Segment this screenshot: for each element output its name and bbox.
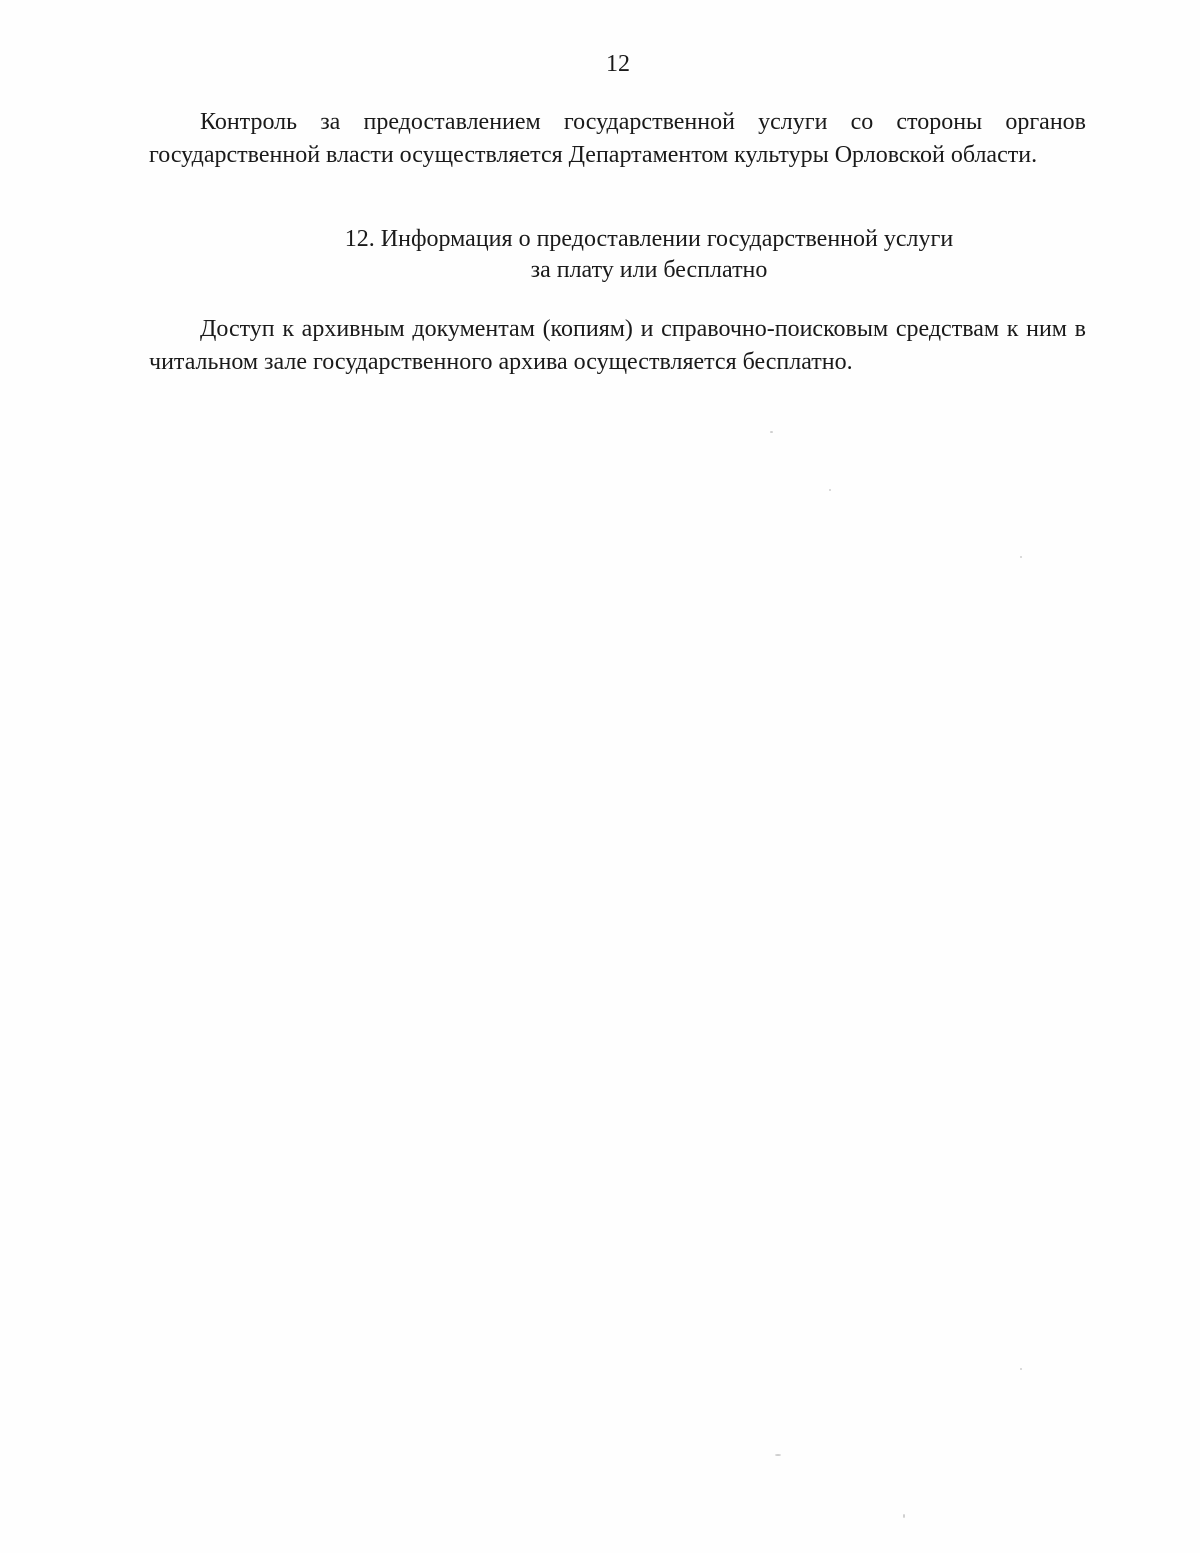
scan-speck — [775, 1454, 781, 1456]
paragraph-access — [149, 313, 1086, 379]
section-heading — [149, 224, 1149, 286]
scan-speck — [903, 1514, 905, 1518]
scan-speck — [1020, 556, 1022, 558]
paragraph-access-text: Доступ к архивным документам (копиям) и справочно-поисковым средствам к ним в читальном зале государственного архива осуществляется бесплатно. — [149, 316, 1086, 375]
section-heading-line-2: за плату или бесплатно — [530, 257, 768, 283]
scan-speck — [1020, 1368, 1022, 1370]
scan-speck — [829, 489, 831, 491]
section-heading-line-1: 12. Информация о предоставлении государственной услуги — [344, 226, 954, 252]
paragraph-control — [149, 106, 1086, 172]
scan-speck — [770, 431, 773, 433]
page-number: 12 — [606, 51, 630, 77]
paragraph-control-text: Контроль за предоставлением государственной услуги со стороны органов государственной власти осуществляется Департаментом культуры Орловской области. — [149, 109, 1086, 168]
